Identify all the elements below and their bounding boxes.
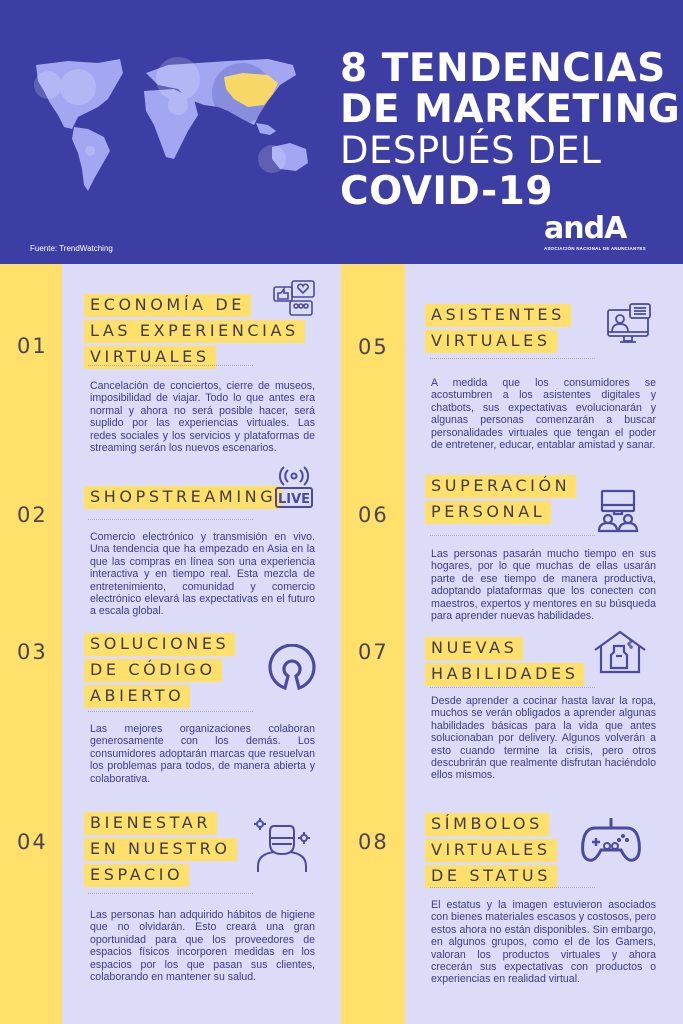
trend-title-line: SHOPSTREAMING [84, 486, 282, 509]
online-learning-icon [596, 489, 640, 533]
trend-description: Las mejores organizaciones colaboran generosamente con los demás. Los consumidores adoptarán marcas que resuelvan los problemas para todos, de manera abierta y colaborativa. [90, 723, 315, 785]
trend-description: Las personas pasarán mucho tiempo en sus hogares, por lo que muchas de ellas usarán parte de ese tiempo de manera productiva, adoptando plataformas que los conecten con maestros, expertos y mentores en su búsqueda para aprender nuevas habilidades. [431, 548, 656, 623]
header-banner [0, 0, 683, 264]
trend-title-line: LAS EXPERIENCIAS [84, 320, 305, 343]
logo-word: andA [544, 211, 627, 246]
trend-title-line: ESPACIO [84, 864, 189, 887]
trend-title-line: HABILIDADES [425, 663, 584, 686]
trend-title [84, 633, 235, 711]
trend-number: 08 [358, 830, 389, 854]
trend-title-line: ABIERTO [84, 685, 190, 708]
trend-description: El estatus y la imagen estuvieron asociados con bienes materiales escasos y costosos, pero estos ahora no están disponibles. Sin embargo, en algunos grupos, como el de los Gamers, valoran los productos virtuales y ahora crecerán sus expectativas con productos o experiencias en realidad virtual. [431, 899, 656, 986]
trend-title [425, 475, 576, 527]
virtual-assistant-icon [606, 302, 654, 348]
trend-title [425, 637, 584, 689]
gamepad-icon [581, 816, 641, 868]
trend-title-line: VIRTUALES [425, 330, 557, 353]
trend-title-line: SUPERACIÓN [425, 475, 576, 498]
logo-subtitle: ASOCIACIÓN NACIONAL DE ANUNCIANTES [544, 246, 646, 251]
trend-title-line: EN NUESTRO [84, 838, 237, 861]
trend-number: 02 [17, 503, 48, 527]
trend-title-line: SÍMBOLOS [425, 813, 549, 836]
trend-description: Las personas han adquirido hábitos de higiene que no olvidarán. Esto creará una gran oportunidad para que los proveedores de espacios físicos incorporen medidas en los espacios por los que pasan sus clientes, colaborando en mantener su salud. [90, 909, 315, 984]
trend-title [425, 304, 571, 356]
divider [430, 687, 595, 688]
trend-number: 01 [17, 334, 48, 358]
world-map-illustration [28, 55, 318, 195]
title-line-4: COVID-19 [340, 169, 553, 214]
home-cleaning-icon [593, 630, 647, 676]
trend-description: Desde aprender a cocinar hasta lavar la ropa, muchos se verán obligados a aprender algunas habilidades básicas para la vida que antes solucionaban por delivery. Algunos volverán a esto cuando termine la crisis, pero otros descubrirán que realmente disfrutan haciéndolo ellos mismos. [431, 695, 656, 782]
page-title [340, 48, 680, 212]
divider [88, 519, 253, 520]
divider [88, 711, 253, 712]
open-source-icon [266, 644, 318, 692]
social-reactions-icon [272, 279, 318, 319]
trend-description: A medida que los consumidores se acostumbren a los asistentes digitales y chatbots, sus expectativas evolucionarán y algunas personas comenzarán a buscar personalidades virtuales que tengan el poder de entretener, educar, entablar amistad y sanar. [431, 377, 656, 452]
divider [88, 365, 253, 366]
trend-title-line: NUEVAS [425, 637, 523, 660]
divider [88, 893, 253, 894]
trend-title-line: DE CÓDIGO [84, 659, 222, 682]
live-broadcast-icon [273, 466, 315, 510]
trend-number: 06 [358, 503, 389, 527]
trend-title-line: BIENESTAR [84, 812, 217, 835]
svg-text:LIVE: LIVE [277, 492, 311, 507]
trend-title-line: SOLUCIONES [84, 633, 235, 656]
trend-number: 03 [17, 640, 48, 664]
trend-title [84, 812, 237, 890]
anda-logo [544, 211, 646, 251]
trend-number: 05 [358, 335, 389, 359]
trend-title [84, 486, 282, 512]
title-line-3: DESPUÉS DEL [340, 129, 602, 172]
trend-title [425, 813, 557, 891]
trend-title-line: DE STATUS [425, 865, 557, 888]
divider [430, 535, 595, 536]
title-line-2: DE MARKETING [340, 87, 681, 132]
trend-title-line: VIRTUALES [84, 346, 216, 369]
trend-number: 07 [358, 640, 389, 664]
trend-title-line: ECONOMÍA DE [84, 294, 251, 317]
trend-title-line: PERSONAL [425, 501, 551, 524]
divider [430, 887, 595, 888]
divider [430, 358, 595, 359]
trend-title-line: ASISTENTES [425, 304, 571, 327]
trend-description: Comercio electrónico y transmisión en vivo. Una tendencia que ha empezado en Asia en la que las compras en línea son una experiencia interactiva y en tiempo real. Esta mezcla de entretenimiento, comunidad y comercio electrónico elevará las expectativas en el futuro a escala global. [90, 531, 315, 618]
masked-worker-icon [252, 816, 314, 878]
trend-title-line: VIRTUALES [425, 839, 557, 862]
title-line-1: 8 TENDENCIAS [340, 46, 666, 91]
source-credit: Fuente: TrendWatching [30, 244, 113, 253]
trend-description: Cancelación de conciertos, cierre de museos, imposibilidad de viajar. Todo lo que antes era normal y ahora no será posible hacer, será suplido por las experiencias virtuales. Las redes sociales y los servicios y plataformas de streaming serán los nuevos escenarios. [90, 380, 315, 455]
trend-number: 04 [17, 830, 48, 854]
